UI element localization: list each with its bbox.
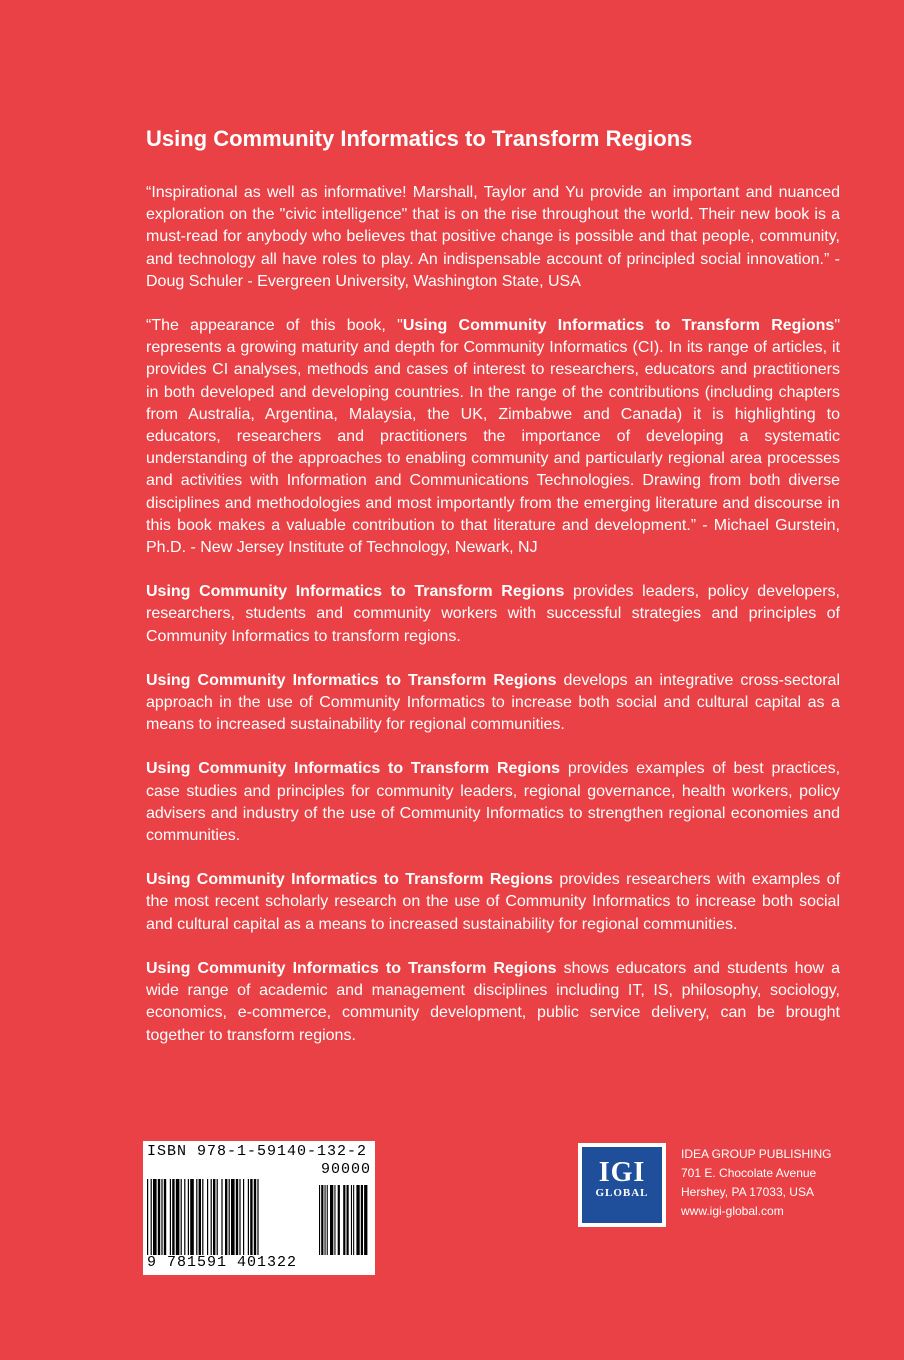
barcode-bar xyxy=(151,1179,152,1255)
barcode-bar xyxy=(164,1179,166,1255)
barcode-bar xyxy=(221,1179,222,1255)
barcode-bar xyxy=(239,1179,240,1255)
publisher-info xyxy=(681,1145,832,1221)
publisher-city: Hershey, PA 17033, USA xyxy=(681,1185,814,1199)
publisher-street: 701 E. Chocolate Avenue xyxy=(681,1166,817,1180)
barcode-bar xyxy=(184,1179,185,1255)
publisher-web: www.igi-global.com xyxy=(681,1204,784,1218)
addon-bar xyxy=(347,1185,349,1255)
blurb-leaders xyxy=(146,581,840,648)
barcode-bar xyxy=(176,1179,180,1255)
blurb-leaders-title: Using Community Informatics to Transform Regions xyxy=(146,583,565,601)
price-addon: 90000 xyxy=(320,1161,371,1178)
blurb-integrative-body: develops an integrative cross-sectoral approach in the use of Community Informatics to increase both social and cultural capital as a means to increased sustainability for regional communities. xyxy=(146,671,840,734)
blurb-research-body: provides researchers with examples of the most recent scholarly research on the use of Community Informatics to increase both social and cultural capital as a means to increased sustainability for regional communities. xyxy=(146,871,841,933)
review-gurstein xyxy=(146,315,840,559)
review-gurstein-title: Using Community Informatics to Transform Regions xyxy=(402,317,835,335)
addon-bar xyxy=(356,1185,359,1255)
blurb-educators-title: Using Community Informatics to Transform Regions xyxy=(146,959,557,977)
blurb-practices xyxy=(146,758,840,847)
addon-bar xyxy=(364,1185,367,1255)
barcode-bar xyxy=(250,1179,252,1255)
barcode-bars xyxy=(147,1179,371,1255)
isbn-text: ISBN 978-1-59140-132-2 xyxy=(147,1143,368,1160)
blurb-research xyxy=(146,869,840,936)
addon-bar xyxy=(321,1185,323,1255)
review-gurstein-body: " represents a growing maturity and depth for Community Informatics (CI). In its range of articles, it provides CI analyses, methods and cases of interest to researchers, educators and practitioners in both developed and developing countries. In the range of the contributions (including chapters from Australia, Argentina, Malaysia, the UK, Zimbabwe and Canada) it is highlighting to educators, researchers and practitioners the importance of developing a systematic understanding of the approaches to enabling community and particularly regional area processes and activities with Information and Communications Technologies. Drawing from both diverse disciplines and methodologies and most importantly from the emerging literature and discourse in this book makes a valuable contribution to that literature and development.” - Michael Gurstein, Ph.D. - New Jersey Institute of Technology, Newark, NJ xyxy=(146,317,841,557)
blurb-practices-title: Using Community Informatics to Transform Regions xyxy=(146,760,561,778)
book-title: Using Community Informatics to Transform Regions xyxy=(146,126,693,151)
blurb-leaders-body: provides leaders, policy developers, researchers, students and community workers with successful strategies and principles of Community Informatics to transform regions. xyxy=(146,583,841,645)
review-schuler: “Inspirational as well as informative! Marshall, Taylor and Yu provide an important and nuanced exploration on the "civic intelligence" that is on the rise throughout the world. Their new book is a must-read for anybody who believes that positive change is possible and that people, community, and technology all have roles to play. An indispensable account of principled social innovation.” - Doug Schuler - Evergreen University, Washington State, USA xyxy=(146,184,840,290)
addon-bar xyxy=(361,1185,363,1255)
barcode-bar xyxy=(213,1179,215,1255)
barcode-bar xyxy=(153,1179,157,1255)
barcode-bar xyxy=(248,1179,249,1255)
barcode-bar xyxy=(199,1179,201,1255)
barcode-bar xyxy=(170,1179,171,1255)
igi-global-logo xyxy=(578,1143,666,1227)
addon-bar xyxy=(353,1185,354,1255)
review-gurstein-lead: “The appearance of this book, " xyxy=(146,317,403,335)
barcode-number: 9 781591 401322 xyxy=(147,1254,298,1271)
barcode-bar xyxy=(190,1179,194,1255)
addon-bar xyxy=(330,1185,333,1255)
barcode-bar xyxy=(181,1179,182,1255)
back-cover-text xyxy=(146,124,840,1069)
barcode-bar xyxy=(158,1179,160,1255)
barcode-bar xyxy=(211,1179,212,1255)
addon-bar xyxy=(338,1185,340,1255)
barcode-bar xyxy=(217,1179,218,1255)
blurb-integrative-title: Using Community Informatics to Transform Regions xyxy=(146,671,557,689)
barcode-bar xyxy=(161,1179,162,1255)
addon-bar xyxy=(325,1185,326,1255)
barcode-bar xyxy=(257,1179,258,1255)
blurb-research-title: Using Community Informatics to Transform Regions xyxy=(146,871,553,889)
addon-bar xyxy=(334,1185,335,1255)
barcode-bar xyxy=(202,1179,203,1255)
barcode-bar xyxy=(236,1179,238,1255)
logo-badge xyxy=(582,1147,662,1223)
barcode-bar xyxy=(225,1179,227,1255)
blurb-practices-body: provides examples of best practices, case studies and principles for community leaders, regional governance, health workers, policy advisers and industry of the use of Community Informatics to strengthen regional economies and communities. xyxy=(146,760,841,845)
addon-bar xyxy=(343,1185,345,1255)
barcode-bar xyxy=(188,1179,189,1255)
barcode-bar xyxy=(147,1179,148,1255)
publisher-name: IDEA GROUP PUBLISHING xyxy=(681,1147,832,1161)
barcode-bar xyxy=(207,1179,208,1255)
barcode-bar xyxy=(196,1179,197,1255)
barcode-bar xyxy=(229,1179,230,1255)
blurb-integrative xyxy=(146,670,840,737)
barcode-bar xyxy=(231,1179,235,1255)
blurb-educators xyxy=(146,958,840,1047)
logo-igi-text: IGI xyxy=(598,1157,646,1188)
blurb-educators-body: shows educators and students how a wide range of academic and management disciplines including IT, IS, philosophy, sociology, economics, e-commerce, community development, public service delivery, can be brought together to transform regions. xyxy=(146,959,841,1044)
logo-global-text: GLOBAL xyxy=(595,1187,649,1199)
addon-bar xyxy=(327,1185,328,1255)
isbn-barcode xyxy=(143,1141,375,1275)
addon-bar xyxy=(351,1185,352,1255)
barcode-bar xyxy=(243,1179,244,1255)
addon-bar xyxy=(319,1185,320,1255)
barcode-bar xyxy=(254,1179,256,1255)
barcode-bar xyxy=(172,1179,174,1255)
